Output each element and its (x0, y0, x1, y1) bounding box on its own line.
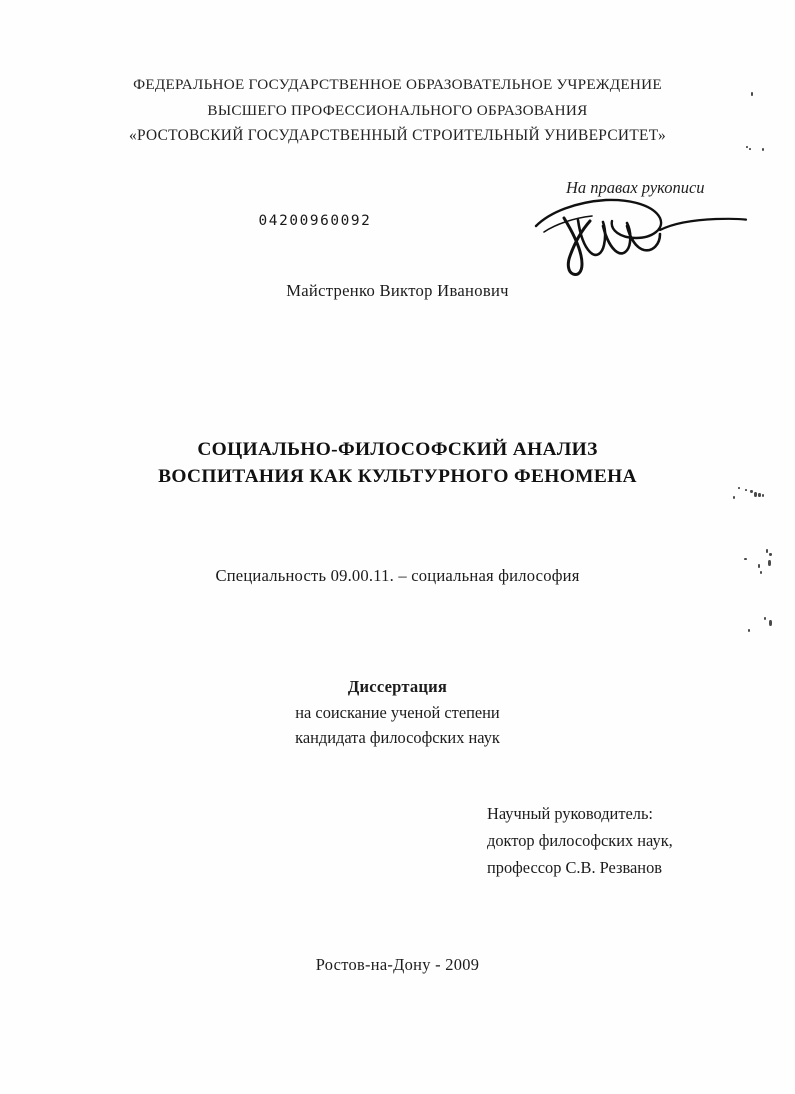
scan-speck (766, 549, 768, 553)
scan-speck (769, 553, 772, 556)
scan-speck (764, 617, 766, 620)
scan-speck (769, 620, 772, 626)
catalog-number: 04200960092 (258, 213, 372, 229)
supervisor-line-1: доктор философских наук, (487, 831, 673, 850)
specialty-line: Специальность 09.00.11. – социальная философия (215, 566, 580, 585)
scan-speck (748, 629, 750, 632)
degree-block (0, 674, 795, 751)
degree-line-1: на соискание ученой степени (295, 702, 500, 722)
dissertation-title (0, 436, 795, 490)
title-line-2: ВОСПИТАНИЯ КАК КУЛЬТУРНОГО ФЕНОМЕНА (158, 466, 637, 487)
scan-speck (744, 558, 747, 560)
institution-line-1: ФЕДЕРАЛЬНОЕ ГОСУДАРСТВЕННОЕ ОБРАЗОВАТЕЛЬНОЕ УЧРЕЖДЕНИЕ (133, 76, 662, 93)
imprint-city-year: Ростов-на-Дону - 2009 (315, 955, 480, 974)
handwritten-signature-icon (520, 190, 750, 280)
supervisor-label: Научный руководитель: (487, 804, 653, 823)
supervisor-line-2: профессор С.В. Резванов (487, 858, 663, 877)
title-line-1: СОЦИАЛЬНО-ФИЛОСОФСКИЙ АНАЛИЗ (197, 439, 598, 460)
scan-speck (733, 496, 735, 499)
institution-header (0, 72, 795, 149)
institution-line-3: «РОСТОВСКИЙ ГОСУДАРСТВЕННЫЙ СТРОИТЕЛЬНЫЙ УНИВЕРСИТЕТ» (128, 127, 667, 144)
scan-speck (762, 494, 764, 497)
manuscript-rights-note: На правах рукописи (566, 178, 705, 197)
scan-speck (750, 490, 753, 493)
scan-speck (758, 493, 761, 497)
supervisor-block (455, 800, 755, 881)
author-name: Майстренко Виктор Иванович (286, 281, 509, 300)
scan-speck (754, 492, 757, 497)
institution-line-2: ВЫСШЕГО ПРОФЕССИОНАЛЬНОГО ОБРАЗОВАНИЯ (207, 101, 588, 119)
document-kind-label: Диссертация (347, 677, 448, 696)
degree-line-2: кандидата философских наук (295, 728, 500, 747)
